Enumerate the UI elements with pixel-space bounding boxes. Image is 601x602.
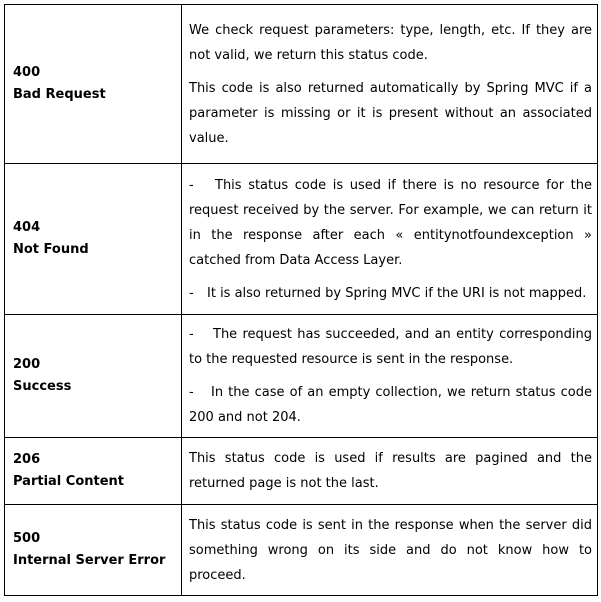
description-bullet-item [189,281,592,306]
status-code: 200 [13,357,41,372]
description-paragraph: This code is also returned automatically by Spring MVC if a parameter is missing or it is present without an associated value. [189,80,592,146]
bullet-text: This status code is used if there is no resource for the request received by the server. For example, we can return it in the response after each « entitynotfoundexception » catched from Data Access Layer. [189,177,592,268]
bullet-text: In the case of an empty collection, we return status code 200 and not 204. [189,385,592,425]
description-bullet-item [189,173,592,273]
status-code: 500 [13,531,41,546]
bullet-dash: - [189,327,194,342]
status-code-cell [5,505,182,596]
status-name: Success [13,379,72,394]
status-name: Not Found [13,242,89,257]
status-code-cell [5,164,182,315]
table-row [5,5,598,164]
status-code-cell [5,315,182,438]
status-description-cell [182,438,598,505]
description-bullet-item [189,322,592,372]
table-row [5,505,598,596]
status-name: Partial Content [13,474,125,489]
status-description-cell [182,5,598,164]
table-row [5,315,598,438]
bullet-dash: - [189,177,194,193]
table-row [5,164,598,315]
description-bullet-item [189,380,592,430]
description-paragraph: This status code is sent in the response when the server did something wrong on its side and do not know how to proceed. [189,517,592,583]
status-code: 404 [13,220,41,235]
status-description-cell [182,164,598,315]
status-description-cell [182,505,598,596]
description-paragraph: We check request parameters: type, length, etc. If they are not valid, we return this status code. [189,22,592,63]
http-status-table [4,4,598,596]
status-code-cell [5,5,182,164]
bullet-dash: - [189,285,194,301]
status-description-cell [182,315,598,438]
status-code: 206 [13,452,41,467]
status-name: Bad Request [13,87,106,102]
description-paragraph: This status code is used if results are pagined and the returned page is not the last. [189,451,592,491]
table-row [5,438,598,505]
status-code-cell [5,438,182,505]
bullet-text: The request has succeeded, and an entity corresponding to the requested resource is sent in the response. [189,327,592,367]
status-code: 400 [13,65,41,80]
bullet-dash: - [189,385,194,400]
status-name: Internal Server Error [13,553,166,568]
bullet-text: It is also returned by Spring MVC if the URI is not mapped. [207,285,587,301]
